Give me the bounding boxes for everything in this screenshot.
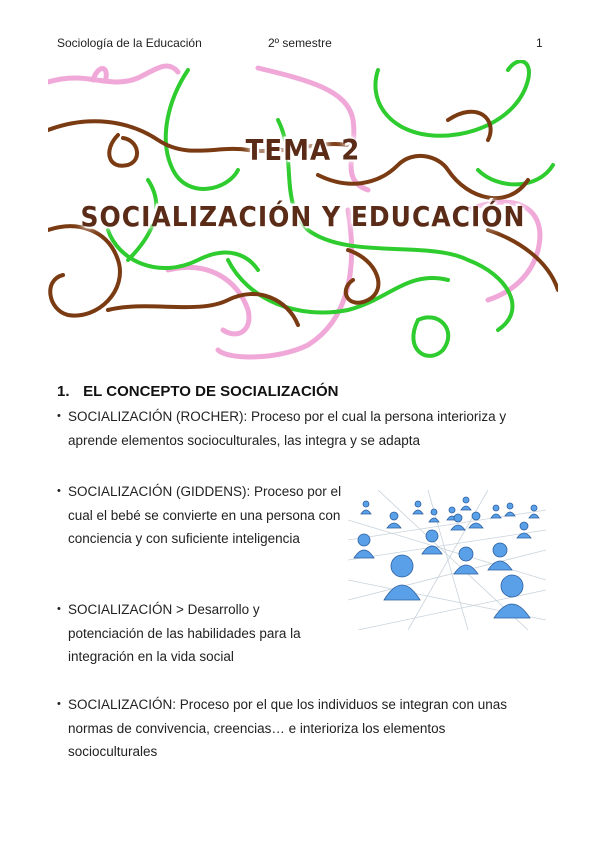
bullet-icon: • [57, 698, 61, 710]
topic-number: TEMA 2 [245, 134, 361, 168]
people-network-icon [348, 490, 546, 630]
page-header [0, 36, 599, 52]
definition-text: SOCIALIZACIÓN (GIDDENS): Proceso por el cual el bebé se convierte en una persona con conciencia y con suficiente inteligencia [68, 484, 342, 546]
definition-text: SOCIALIZACIÓN > Desarrollo y potenciación de las habilidades para la integración en la vida social [68, 602, 301, 664]
definition-integration [57, 693, 538, 764]
definition-rocher [57, 405, 538, 452]
definition-development [57, 598, 328, 669]
section-number: 1. [57, 383, 70, 400]
header-page-number: 1 [536, 36, 543, 50]
definition-text: SOCIALIZACIÓN: Proceso por el que los individuos se integran con unas normas de convivencia, creencias… e interioriza los elementos socioculturales [68, 697, 507, 759]
header-subject: Sociología de la Educación [57, 36, 202, 50]
definition-text: SOCIALIZACIÓN (ROCHER): Proceso por el cual la persona interioriza y aprende elementos socioculturales, las integra y se adapta [68, 409, 507, 448]
topic-title: SOCIALIZACIÓN Y EDUCACIÓN [80, 200, 526, 233]
bullet-icon: • [57, 410, 61, 422]
bullet-icon: • [57, 603, 61, 615]
definition-giddens [57, 480, 348, 551]
bullet-icon: • [57, 485, 61, 497]
section-heading [57, 383, 338, 400]
section-title: EL CONCEPTO DE SOCIALIZACIÓN [83, 383, 339, 400]
title-banner [48, 60, 558, 370]
header-semester: 2º semestre [268, 36, 332, 50]
